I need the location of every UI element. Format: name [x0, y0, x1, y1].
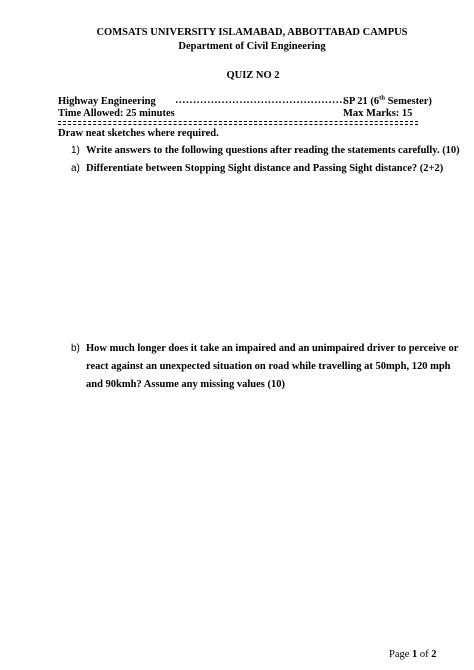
instruction-text: Draw neat sketches where required. — [58, 128, 219, 139]
semester-suffix: Semester) — [384, 96, 432, 107]
total-page-count: 2 — [431, 649, 437, 660]
current-page-number: 1 — [412, 649, 418, 660]
department-name: Department of Civil Engineering — [178, 41, 326, 52]
quiz-title: QUIZ NO 2 — [226, 70, 280, 81]
university-name: COMSATS UNIVERSITY ISLAMABAD, ABBOTTABAD CAMPUS — [96, 27, 408, 38]
time-allowed: Time Allowed: 25 minutes — [58, 108, 175, 119]
page-footer — [389, 649, 437, 660]
divider-line — [58, 124, 418, 125]
question-1-text: Write answers to the following questions after reading the statements carefully. (10) — [86, 145, 460, 156]
page-word: Page — [389, 649, 413, 660]
question-b-line-1: How much longer does it take an impaired and an unimpaired driver to perceive or — [86, 343, 459, 354]
question-b-line-2: react against an unexpected situation on road while travelling at 50mph, 120 mph — [86, 361, 451, 372]
divider-line — [58, 121, 418, 122]
student-name-blank: ………………………………………… — [175, 95, 347, 106]
semester-label — [343, 96, 432, 107]
of-word: of — [417, 649, 432, 660]
semester-prefix: SP 21 (6 — [343, 96, 380, 107]
max-marks: Max Marks: 15 — [343, 108, 413, 119]
question-b-line-3: and 90kmh? Assume any missing values (10) — [86, 379, 285, 390]
question-a-text: Differentiate between Stopping Sight distance and Passing Sight distance? (2+2) — [86, 163, 444, 174]
question-a-number: a) — [71, 163, 80, 174]
question-b-number: b) — [71, 343, 80, 354]
semester-ordinal-suffix: th — [379, 94, 385, 102]
course-name: Highway Engineering — [58, 96, 156, 107]
question-1-number: 1) — [71, 145, 80, 156]
